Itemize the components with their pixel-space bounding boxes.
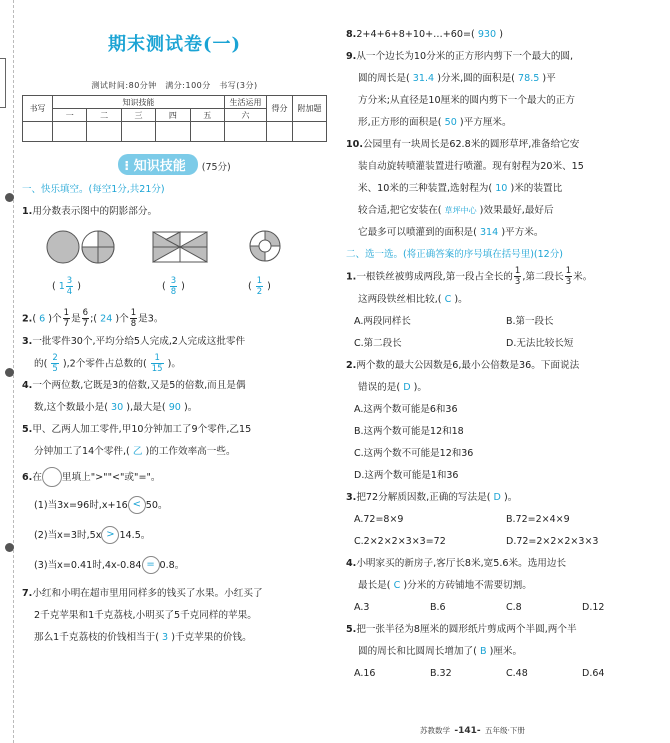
option[interactable]: B.72=2×4×9 [506, 513, 570, 525]
mc-options [346, 531, 658, 553]
question-8: 8.2+4+6+8+10+…+60=( 930 ) [346, 29, 503, 40]
question-5: 5.甲、乙两人加工零件,甲10分钟加工了9个零件,乙15 [22, 424, 252, 435]
score-col-defen: 得分 [267, 96, 293, 122]
mc-question-5-line2: 圆的周长和比圆周长增加了( B )厘米。 [358, 645, 523, 657]
mc-options [346, 509, 658, 531]
question-10-line2: 装自动旋转喷灌装置进行喷灌。现有射程为20米、15 [358, 161, 584, 172]
score-cell[interactable] [293, 122, 327, 142]
score-cell[interactable] [121, 122, 155, 142]
part1-heading: 一、快乐填空。(每空1分,共21分) [22, 184, 165, 195]
question-3: 3.一批零件30个,平均分给5人完成,2人完成这批零件 [22, 335, 246, 347]
mc-options [346, 421, 658, 443]
mc-options [346, 465, 658, 487]
ring-figure [248, 229, 282, 263]
mc-options [346, 443, 658, 465]
mc-options [346, 311, 658, 333]
rectangle-figure [152, 231, 208, 263]
mc-question-2: 2.两个数的最大公因数是6,最小公倍数是36。下面说法 [346, 359, 580, 371]
q1-answer-2: ( $\frac{3}{8}$ ) [162, 276, 185, 297]
score-sub: 六 [225, 109, 267, 122]
score-cell[interactable] [267, 122, 293, 142]
question-3-line2: 的( $\frac{2}{5}$ ),2个零件占总数的( $\frac{1}{15}$ )。 [34, 352, 181, 374]
mc-question-1: 1.一根铁丝被剪成两段,第一段占全长的 $\frac{1}{3}$ ,第二段长 $\frac{1}{3}$ 米。 [346, 266, 593, 287]
option[interactable]: D.无法比较长短 [506, 337, 574, 349]
mc-question-1-line2: 这两段铁丝相比较,( C )。 [358, 293, 468, 305]
option[interactable]: A.两段同样长 [354, 315, 411, 327]
score-cell[interactable] [87, 122, 121, 142]
score-sub: 三 [121, 109, 155, 122]
score-cell[interactable] [23, 122, 53, 142]
score-col-shenghuo: 生活运用 [225, 96, 267, 109]
option[interactable]: B.32 [430, 667, 452, 679]
question-10-line3: 米、10米的三种装置,选射程为( 10 )米的装置比 [358, 183, 563, 194]
score-col-shuxie: 书写 [23, 96, 53, 122]
question-9-line2: 圆的周长是( 31.4 )分米,圆的面积是( 78.5 )平 [358, 73, 556, 84]
answer-circle: = [142, 556, 160, 574]
binding-margin [0, 0, 14, 743]
mc-options [346, 333, 658, 355]
question-10-line4: 较合适,把它安装在( 草坪中心 )效果最好,最好后 [358, 205, 554, 216]
score-sub: 二 [87, 109, 121, 122]
mc-question-5: 5.把一张半径为8厘米的圆形纸片剪成两个半圆,两个半 [346, 623, 577, 635]
mc-question-4: 4.小明家买的新房子,客厅长8米,宽5.6米。选用边长 [346, 557, 567, 569]
option[interactable]: C.这两个数不可能是12和36 [354, 447, 474, 459]
option[interactable]: C.2×2×2×3×3=72 [354, 535, 446, 547]
score-col-zhishi: 知识技能 [53, 96, 225, 109]
q1-answer-3: ( $\frac{1}{2}$ ) [248, 276, 271, 297]
answer-circle: > [101, 526, 119, 544]
binding-hole [5, 193, 14, 202]
section-banner [22, 154, 327, 175]
question-10: 10.公园里有一块周长是62.8米的圆形草坪,准备给它安 [346, 139, 580, 150]
page-footer [420, 725, 525, 736]
question-4: 4.一个两位数,它既是3的倍数,又是5的倍数,而且是偶 [22, 380, 246, 391]
binding-tab [0, 58, 6, 108]
option[interactable]: D.这两个数可能是1和36 [354, 469, 459, 481]
mc-options [346, 597, 658, 619]
empty-circle [42, 467, 62, 487]
question-6: 6.在 里填上">""<"或"="。 [22, 467, 327, 489]
option[interactable]: A.72=8×9 [354, 513, 404, 525]
score-cell[interactable] [190, 122, 224, 142]
score-sub: 一 [53, 109, 87, 122]
part2-heading: 二、选一选。(将正确答案的序号填在括号里)(12分) [346, 249, 563, 260]
page-number: -141- [454, 726, 481, 736]
score-sub: 四 [156, 109, 190, 122]
question-5-line2: 分钟加工了14个零件,( 乙 )的工作效率高一些。 [34, 446, 236, 457]
question-2: 2.( 6 )个 $\frac{1}{7}$ 是 $\frac{6}{7}$ ;( 24 )个 $\frac{1}{8}$ 是3。 [22, 308, 164, 329]
option[interactable]: A.3 [354, 601, 370, 613]
mc-question-4-line2: 最长是( C )分米的方砖铺地不需要切割。 [358, 579, 532, 591]
left-column [22, 30, 327, 649]
option[interactable]: D.64 [582, 667, 605, 679]
option[interactable]: D.72=2×2×2×3×3 [506, 535, 599, 547]
score-cell[interactable] [53, 122, 87, 142]
question-9-line3: 方分米;从直径是10厘米的圆内剪下一个最大的正方 [358, 95, 575, 106]
question-4-line2: 数,这个数最小是( 30 ),最大是( 90 )。 [34, 402, 198, 413]
mc-question-2-line2: 错误的是( D )。 [358, 381, 427, 393]
question-9-line4: 形,正方形的面积是( 50 )平方厘米。 [358, 117, 512, 128]
mc-options [346, 663, 658, 685]
option[interactable]: B.6 [430, 601, 446, 613]
option[interactable]: D.12 [582, 601, 605, 613]
question-7: 7.小红和小明在超市里用同样多的钱买了水果。小红买了 [22, 588, 263, 599]
score-cell[interactable] [225, 122, 267, 142]
question-1: 1.用分数表示图中的阴影部分。 [22, 206, 158, 217]
mc-question-3: 3.把72分解质因数,正确的写法是( D )。 [346, 491, 518, 503]
option[interactable]: B.第一段长 [506, 315, 554, 327]
option[interactable]: C.48 [506, 667, 528, 679]
option[interactable]: C.第二段长 [354, 337, 402, 349]
dots-icon: ⁝ [124, 159, 134, 174]
question-7-line3: 那么1千克荔枝的价钱相当于( 3 )千克苹果的价钱。 [34, 632, 252, 643]
test-meta: 测试时间:80分钟 满分:100分 书写(3分) [91, 81, 258, 90]
option[interactable]: C.8 [506, 601, 522, 613]
fraction-figures [22, 223, 327, 308]
circles-figure [46, 229, 116, 265]
answer-circle: < [128, 496, 146, 514]
question-9: 9.从一个边长为10分米的正方形内剪下一个最大的圆, [346, 51, 574, 62]
score-table [22, 95, 327, 142]
page-title: 期末测试卷(一) [107, 34, 242, 55]
q1-answer-1: ( 1 $\frac{3}{4}$ ) [52, 276, 81, 297]
binding-hole [5, 543, 14, 552]
score-sub: 五 [190, 109, 224, 122]
right-column [346, 30, 658, 685]
section-points: (75分) [201, 162, 231, 173]
score-cell[interactable] [156, 122, 190, 142]
mc-options [346, 399, 658, 421]
question-6-sub2: (2)当x=3时,5x > 14.5。 [22, 525, 327, 547]
section-label: 知识技能 [133, 159, 186, 174]
question-7-line2: 2千克苹果和1千克荔枝,小明买了5千克同样的苹果。 [34, 610, 257, 621]
question-10-line5: 它最多可以喷灌到的面积是( 314 )平方米。 [358, 227, 544, 238]
option[interactable]: A.16 [354, 667, 376, 679]
question-6-sub3: (3)当x=0.41时,4x-0.84 = 0.8。 [22, 555, 327, 577]
footer-grade: 五年级·下册 [485, 726, 525, 735]
footer-subject: 苏教数学 [420, 726, 450, 735]
section-pill [118, 154, 197, 175]
score-col-fujia: 附加题 [293, 96, 327, 122]
option[interactable]: B.这两个数可能是12和18 [354, 425, 464, 437]
binding-hole [5, 368, 14, 377]
option[interactable]: A.这两个数可能是6和36 [354, 403, 458, 415]
question-6-sub1: (1)当3x=96时,x+16 < 50。 [22, 495, 327, 517]
